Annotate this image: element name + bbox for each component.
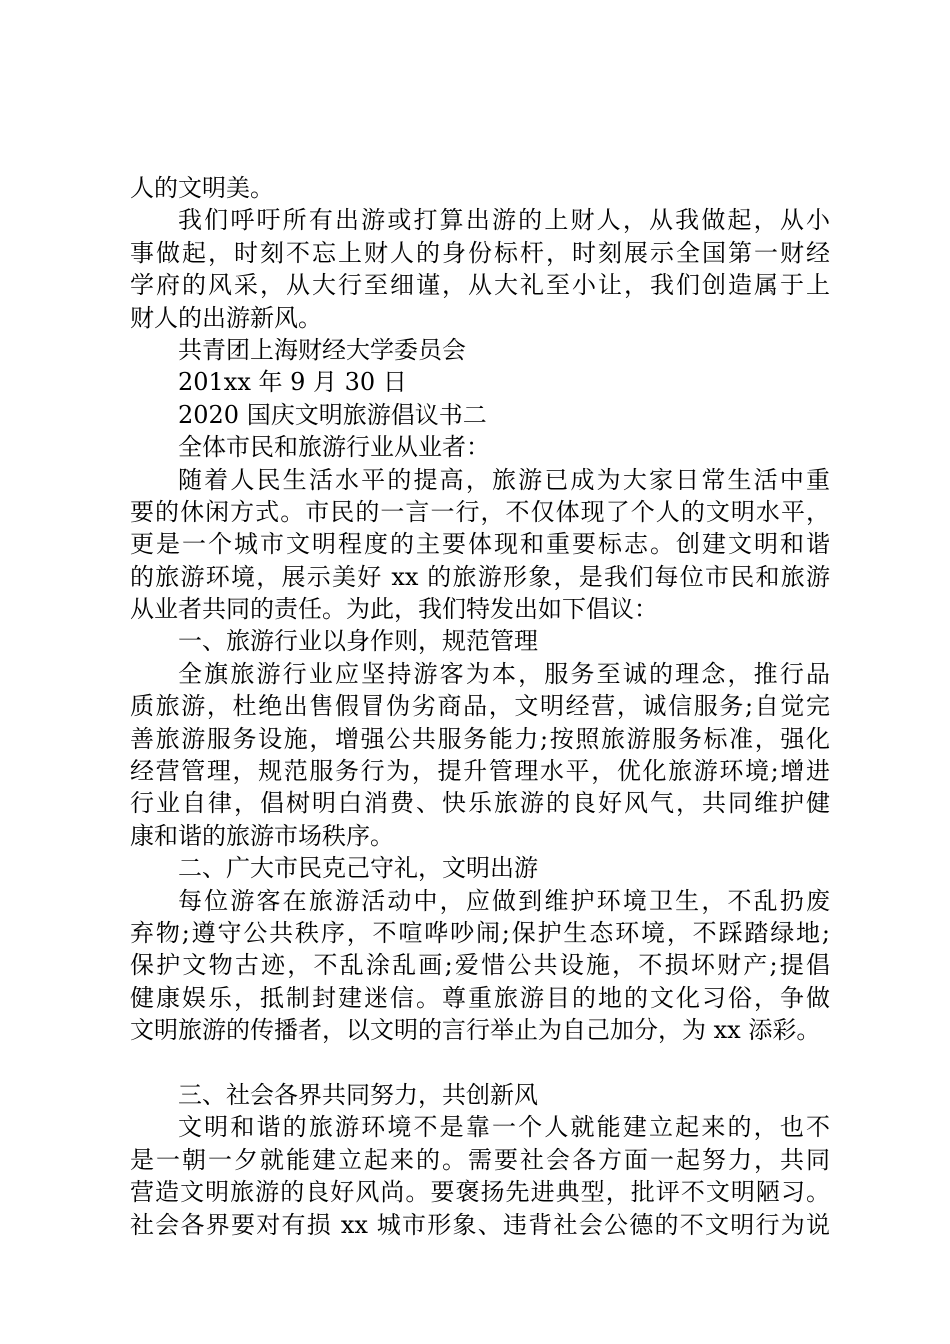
text-line: 社会各界要对有损 xx 城市形象、违背社会公德的不文明行为说 (130, 1210, 830, 1239)
text-line: 财人的出游新风。 (130, 303, 322, 332)
text-line: 每位游客在旅游活动中，应做到维护环境卫生，不乱扔废 (178, 886, 830, 915)
salutation: 全体市民和旅游行业从业者： (178, 433, 490, 462)
text-line: 学府的风采，从大行至细谨，从大礼至小让，我们创造属于上 (130, 271, 830, 300)
text-line: 是一朝一夕就能建立起来的。需要社会各方面一起努力，共同 (130, 1145, 830, 1174)
text-line: 人的文明美。 (130, 174, 274, 202)
text-line: 善旅游服务设施，增强公共服务能力;按照旅游服务标准，强化 (130, 724, 830, 753)
text-line: 更是一个城市文明程度的主要体现和重要标志。创建文明和谐 (130, 530, 830, 559)
text-line: 经营管理，规范服务行为，提升管理水平，优化旅游环境;增进 (130, 757, 830, 786)
text-line: 营造文明旅游的良好风尚。要褒扬先进典型，批评不文明陋习。 (130, 1178, 830, 1207)
text-line: 我们呼吁所有出游或打算出游的上财人，从我做起，从小 (178, 206, 830, 235)
text-line: 文明和谐的旅游环境不是靠一个人就能建立起来的，也不 (178, 1113, 830, 1142)
section-heading: 一、旅游行业以身作则，规范管理 (178, 627, 538, 656)
blank-line (130, 1047, 830, 1079)
text-line: 随着人民生活水平的提高，旅游已成为大家日常生活中重 (178, 465, 830, 494)
text-line: 康和谐的旅游市场秩序。 (130, 821, 394, 850)
text-line: 的旅游环境，展示美好 xx 的旅游形象，是我们每位市民和旅游 (130, 562, 830, 591)
text-line: 健康娱乐，抵制封建迷信。尊重旅游目的地的文化习俗，争做 (130, 983, 830, 1012)
document-body (130, 172, 830, 1241)
text-line: 事做起，时刻不忘上财人的身份标杆，时刻展示全国第一财经 (130, 238, 830, 267)
text-line: 行业自律，倡树明白消费、快乐旅游的良好风气，共同维护健 (130, 789, 830, 818)
signature-date: 201xx 年 9 月 30 日 (178, 368, 407, 397)
text-line: 质旅游，杜绝出售假冒伪劣商品，文明经营，诚信服务;自觉完 (130, 692, 830, 721)
signature-org: 共青团上海财经大学委员会 (178, 335, 466, 364)
section-heading: 三、社会各界共同努力，共创新风 (178, 1080, 538, 1109)
text-line: 全旗旅游行业应坚持游客为本，服务至诚的理念，推行品 (178, 659, 830, 688)
document-title: 2020 国庆文明旅游倡议书二 (178, 400, 487, 429)
text-line: 要的休闲方式。市民的一言一行，不仅体现了个人的文明水平， (130, 497, 830, 526)
section-heading: 二、广大市民克己守礼，文明出游 (178, 854, 538, 883)
text-line: 保护文物古迹，不乱涂乱画;爱惜公共设施，不损坏财产;提倡 (130, 951, 830, 980)
text-line: 文明旅游的传播者，以文明的言行举止为自己加分，为 xx 添彩。 (130, 1016, 821, 1045)
text-line: 从业者共同的责任。为此，我们特发出如下倡议： (130, 595, 658, 624)
text-line: 弃物;遵守公共秩序，不喧哗吵闹;保护生态环境，不踩踏绿地; (130, 918, 830, 947)
